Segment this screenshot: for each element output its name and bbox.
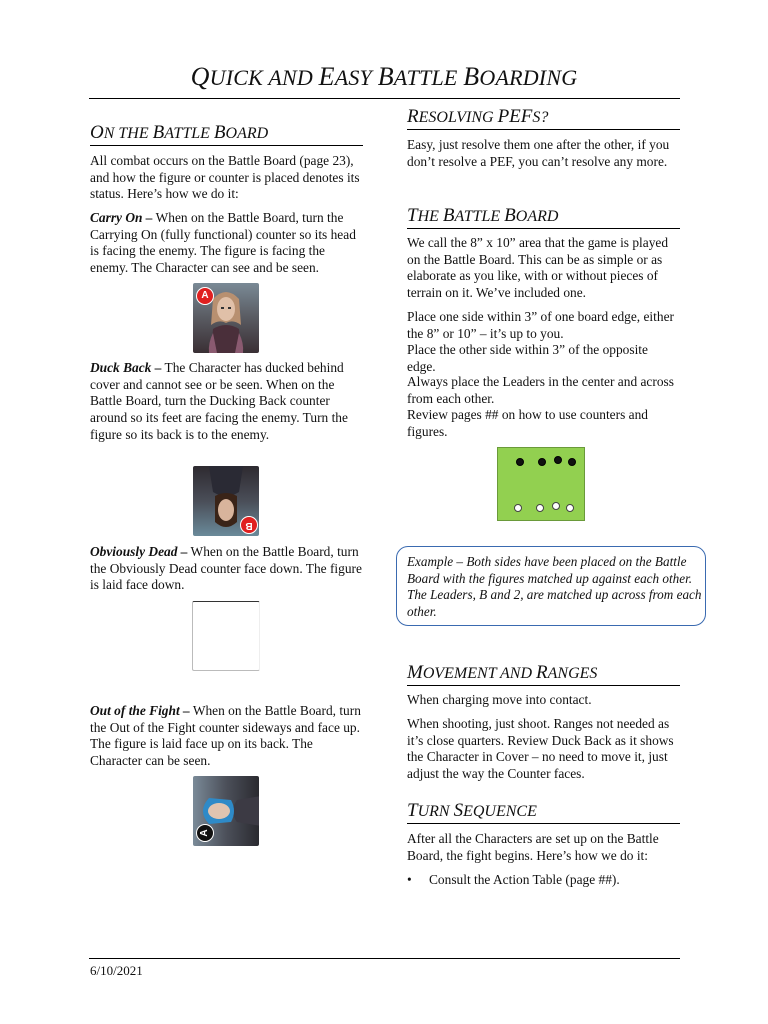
heading-turn-sequence: TURN SEQUENCE <box>407 800 537 821</box>
example-text: Example – Both sides have been placed on the Battle Board with the figures matched up against each other. The Leaders, B and 2, are matched up across from each other. <box>407 554 702 620</box>
heading-resolving-pefs: RESOLVING PEFS? <box>407 106 549 127</box>
battle-board-line-4: Review pages ## on how to use counters and figures. <box>407 407 648 439</box>
enemy-figure-marker <box>538 458 546 466</box>
friendly-figure-marker <box>536 504 544 512</box>
intro-paragraph: All combat occurs on the Battle Board (page 23), and how the figure or counter is placed denotes its status. Here’s how we do it: <box>90 153 360 202</box>
battle-board-intro: We call the 8” x 10” area that the game is played on the Battle Board. This can be as simple or as elaborate as you like, with or without pieces of terrain on it. We’ve included one. <box>407 235 669 301</box>
turn-sequence-paragraph: After all the Characters are set up on the Battle Board, the fight begins. Here’s how we do it: <box>407 831 659 863</box>
title-rule <box>89 98 680 99</box>
friendly-figure-marker <box>514 504 522 512</box>
out-of-the-fight-counter-image <box>193 776 259 846</box>
heading-rule <box>407 228 680 229</box>
page-title: QUICK AND EASY BATTLE BOARDING <box>190 62 578 91</box>
counter-badge-a: A <box>196 287 214 305</box>
heading-on-the-battle-board: ON THE BATTLE BOARD <box>90 122 269 143</box>
heading-rule <box>407 685 680 686</box>
battle-board-line-3: Always place the Leaders in the center and across from each other. <box>407 374 674 406</box>
friendly-figure-marker <box>566 504 574 512</box>
battle-board-diagram <box>497 447 585 521</box>
turn-sequence-list <box>407 872 620 888</box>
obviously-dead-paragraph: Obviously Dead – When on the Battle Board, turn the Obviously Dead counter face down. The figure is laid face down. <box>90 544 362 593</box>
resolving-paragraph: Easy, just resolve them one after the other, if you don’t resolve a PEF, you can’t resolve any more. <box>407 137 670 169</box>
heading-rule <box>90 145 363 146</box>
list-item: • Consult the Action Table (page ##). <box>407 872 620 888</box>
out-of-the-fight-paragraph: Out of the Fight – When on the Battle Board, turn the Out of the Fight counter sideways and face up. The figure is laid face up on its back. The Character can be seen. <box>90 703 361 769</box>
heading-rule <box>407 129 680 130</box>
carry-on-counter-image <box>193 283 259 353</box>
heading-the-battle-board: THE BATTLE BOARD <box>407 205 559 226</box>
counter-badge-b: B <box>240 516 258 534</box>
battle-board-line-2: Place the other side within 3” of the opposite edge. <box>407 342 648 374</box>
carry-on-paragraph: Carry On – When on the Battle Board, turn the Carrying On (fully functional) counter so its head is facing the enemy. The figure is facing the enemy. The Character can see and be seen. <box>90 210 356 276</box>
heading-movement-and-ranges: MOVEMENT AND RANGES <box>407 662 598 683</box>
movement-line-2: When shooting, just shoot. Ranges not needed as it’s close quarters. Review Duck Back as it shows the Character in Cover – no need to move it, just adjust the way the Counter faces. <box>407 716 674 782</box>
enemy-figure-marker <box>568 458 576 466</box>
duck-back-paragraph: Duck Back – The Character has ducked behind cover and cannot see or be seen. When on the Battle Board, turn the Ducking Back counter around so its feet are facing the enemy. Turn the figure so its back is to the enemy. <box>90 360 348 442</box>
duck-back-counter-image <box>193 466 259 536</box>
enemy-leader-marker <box>554 456 562 464</box>
enemy-figure-marker <box>516 458 524 466</box>
friendly-leader-marker <box>552 502 560 510</box>
movement-line-1: When charging move into contact. <box>407 692 592 707</box>
footer-date: 6/10/2021 <box>90 963 143 978</box>
battle-board-line-1: Place one side within 3” of one board edge, either the 8” or 10” – it’s up to you. <box>407 309 674 341</box>
obviously-dead-counter-image <box>192 601 260 671</box>
heading-rule <box>407 823 680 824</box>
footer-rule <box>89 958 680 959</box>
counter-badge-a: A <box>196 824 214 842</box>
